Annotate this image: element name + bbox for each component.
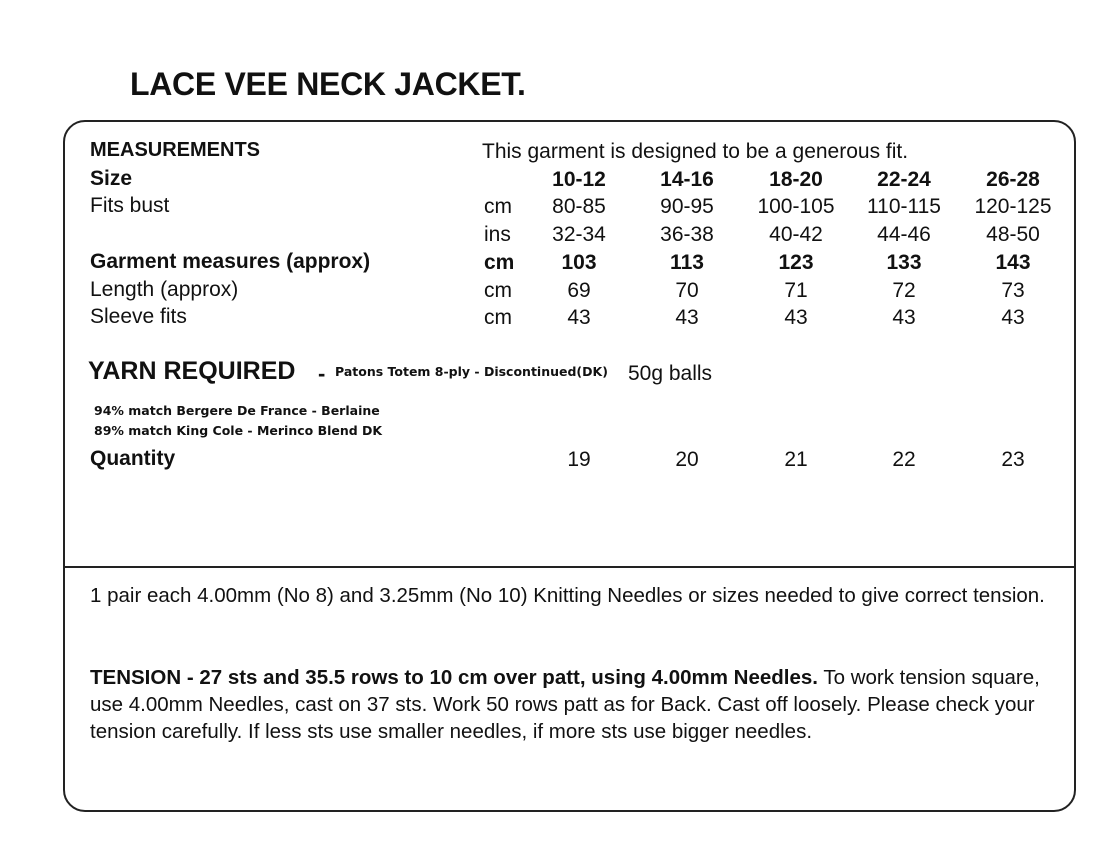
section-divider (63, 566, 1076, 568)
fit-note: This garment is designed to be a generous fit. (482, 140, 909, 163)
table-cell: 120-125 (974, 195, 1052, 218)
table-cell: 73 (1001, 279, 1025, 302)
table-cell: 71 (784, 279, 808, 302)
quantity-cell: 21 (784, 448, 808, 471)
quantity-cell: 22 (892, 448, 916, 471)
table-cell: 43 (1001, 306, 1025, 329)
tension-text: To work tension square, use 4.00mm Needles, cast on 37 sts. Work 50 rows patt as for Back. Cast off loosely. Please check your tension carefully. If less sts use smaller needles, if more sts use bigger needles. (90, 666, 1040, 743)
quantity-cell: 19 (567, 448, 591, 471)
row-unit: cm (484, 306, 512, 329)
table-cell: 100-105 (757, 195, 835, 218)
pattern-title: LACE VEE NECK JACKET. (130, 66, 526, 102)
size-header: 22-24 (877, 168, 931, 191)
table-cell: 43 (892, 306, 916, 329)
size-header: 18-20 (769, 168, 823, 191)
table-cell: 69 (567, 279, 591, 302)
tension-paragraph (90, 664, 1060, 745)
yarn-balls: 50g balls (628, 362, 713, 385)
quantity-cell: 23 (1001, 448, 1025, 471)
table-cell: 48-50 (986, 223, 1040, 246)
row-label: Fits bust (90, 194, 170, 217)
row-unit: cm (484, 279, 512, 302)
table-cell: 113 (670, 251, 704, 274)
row-unit: cm (484, 195, 512, 218)
row-label: Sleeve fits (90, 305, 187, 328)
table-cell: 44-46 (877, 223, 931, 246)
row-label: Garment measures (approx) (90, 250, 371, 273)
table-cell: 43 (675, 306, 699, 329)
yarn-subtitle: Patons Totem 8-ply - Discontinued(DK) (335, 364, 608, 379)
size-label: Size (90, 167, 133, 190)
row-unit: cm (484, 251, 515, 274)
table-cell: 36-38 (660, 223, 714, 246)
tension-bold: TENSION - 27 sts and 35.5 rows to 10 cm over patt, using 4.00mm Needles. (90, 666, 819, 689)
table-cell: 90-95 (660, 195, 714, 218)
row-label: Length (approx) (90, 278, 239, 301)
quantity-cell: 20 (675, 448, 699, 471)
table-cell: 43 (784, 306, 808, 329)
row-unit: ins (484, 223, 511, 246)
size-header: 10-12 (552, 168, 606, 191)
measurements-heading: MEASUREMENTS (90, 139, 261, 161)
table-cell: 40-42 (769, 223, 823, 246)
table-cell: 110-115 (867, 195, 941, 218)
size-header: 26-28 (986, 168, 1040, 191)
yarn-dash: - (318, 361, 326, 386)
table-cell: 123 (778, 251, 814, 274)
table-cell: 32-34 (552, 223, 606, 246)
size-header: 14-16 (660, 168, 714, 191)
needles-text: 1 pair each 4.00mm (No 8) and 3.25mm (No 10) Knitting Needles or sizes needed to give correct tension. (90, 584, 1045, 607)
yarn-match: 89% match King Cole - Merinco Blend DK (94, 423, 383, 438)
table-cell: 133 (886, 251, 922, 274)
quantity-label: Quantity (90, 447, 176, 470)
table-cell: 70 (675, 279, 699, 302)
table-cell: 143 (995, 251, 1031, 274)
table-cell: 103 (561, 251, 597, 274)
table-cell: 80-85 (552, 195, 606, 218)
yarn-match: 94% match Bergere De France - Berlaine (94, 403, 380, 418)
yarn-heading: YARN REQUIRED (88, 357, 296, 385)
table-cell: 43 (567, 306, 591, 329)
table-cell: 72 (892, 279, 916, 302)
